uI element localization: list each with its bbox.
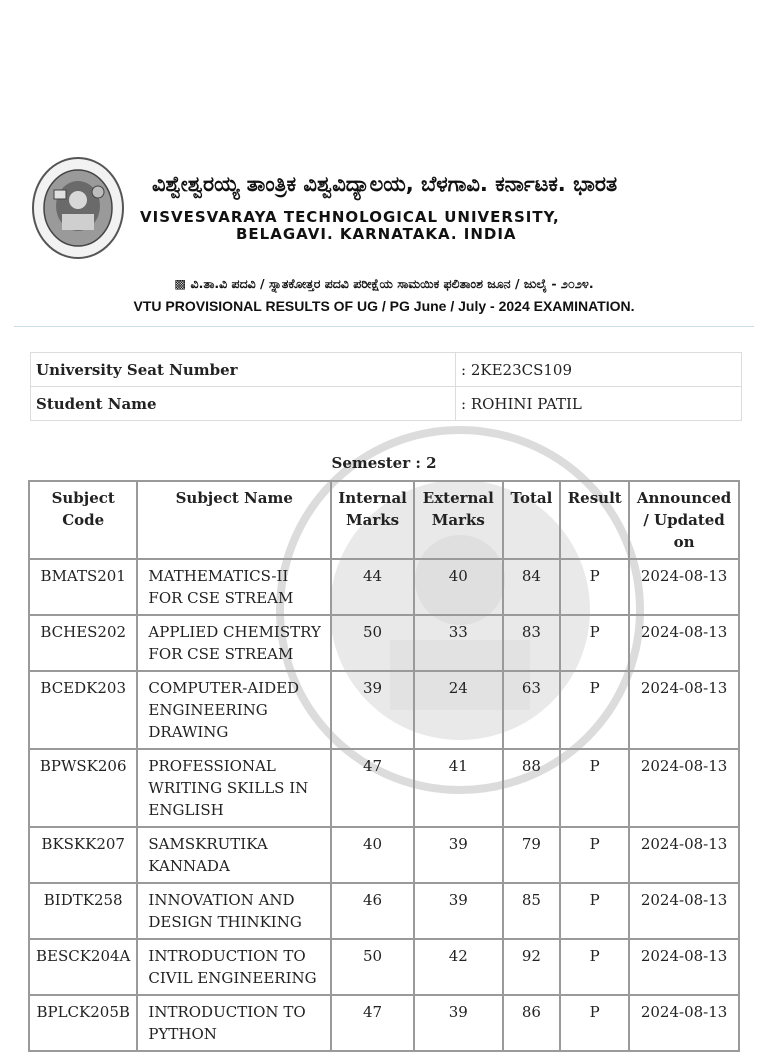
header-total: Total — [503, 481, 561, 559]
subject-code: BIDTK258 — [29, 883, 137, 939]
announced-date: 2024-08-13 — [629, 559, 739, 615]
results-subtitle-kannada-text: ವಿ.ತಾ.ವಿ ಪದವಿ / ಸ್ನಾತಕೋತ್ತರ ಪದವಿ ಪರೀಕ್ಷೆಯ ಸಾಮಯಿಕ ಫಲಿತಾಂಶ ಜೂನ / ಜುಲೈ - ೨೦೨೪. — [190, 276, 594, 291]
external-marks: 39 — [414, 995, 503, 1051]
header-result: Result — [560, 481, 629, 559]
announced-date: 2024-08-13 — [629, 749, 739, 827]
total-marks: 85 — [503, 883, 561, 939]
result: P — [560, 615, 629, 671]
header-external-marks: External Marks — [414, 481, 503, 559]
results-subtitle-english: VTU PROVISIONAL RESULTS OF UG / PG June / July - 2024 EXAMINATION. — [133, 298, 635, 314]
subject-name: MATHEMATICS-II FOR CSE STREAM — [137, 559, 331, 615]
internal-marks: 40 — [331, 827, 414, 883]
internal-marks: 39 — [331, 671, 414, 749]
student-name-label: Student Name — [31, 387, 456, 421]
result: P — [560, 749, 629, 827]
internal-marks: 46 — [331, 883, 414, 939]
subject-name: COMPUTER-AIDED ENGINEERING DRAWING — [137, 671, 331, 749]
total-marks: 88 — [503, 749, 561, 827]
external-marks: 42 — [414, 939, 503, 995]
table-row — [29, 827, 739, 883]
student-name-value: : ROHINI PATIL — [456, 387, 742, 421]
results-header-row — [29, 481, 739, 559]
announced-date: 2024-08-13 — [629, 995, 739, 1051]
student-info-table — [30, 352, 742, 421]
subject-name: INNOVATION AND DESIGN THINKING — [137, 883, 331, 939]
header-subject-code: Subject Code — [29, 481, 137, 559]
internal-marks: 44 — [331, 559, 414, 615]
subject-name: APPLIED CHEMISTRY FOR CSE STREAM — [137, 615, 331, 671]
total-marks: 63 — [503, 671, 561, 749]
total-marks: 84 — [503, 559, 561, 615]
total-marks: 86 — [503, 995, 561, 1051]
results-table — [28, 480, 740, 1052]
university-title-english: VISVESVARAYA TECHNOLOGICAL UNIVERSITY, — [140, 208, 560, 226]
subject-code: BESCK204A — [29, 939, 137, 995]
computer-icon: ▩ — [174, 276, 187, 291]
result: P — [560, 559, 629, 615]
subject-code: BMATS201 — [29, 559, 137, 615]
subject-code: BPWSK206 — [29, 749, 137, 827]
table-row — [29, 995, 739, 1051]
announced-date: 2024-08-13 — [629, 615, 739, 671]
subject-name: SAMSKRUTIKA KANNADA — [137, 827, 331, 883]
internal-marks: 47 — [331, 749, 414, 827]
external-marks: 24 — [414, 671, 503, 749]
announced-date: 2024-08-13 — [629, 827, 739, 883]
results-subtitle-kannada — [0, 276, 768, 292]
announced-date: 2024-08-13 — [629, 883, 739, 939]
header-announced: Announced / Updated on — [629, 481, 739, 559]
table-row — [29, 749, 739, 827]
subject-name: INTRODUCTION TO CIVIL ENGINEERING — [137, 939, 331, 995]
internal-marks: 47 — [331, 995, 414, 1051]
total-marks: 92 — [503, 939, 561, 995]
table-row — [29, 671, 739, 749]
external-marks: 39 — [414, 827, 503, 883]
result: P — [560, 883, 629, 939]
table-row — [29, 939, 739, 995]
table-row — [29, 883, 739, 939]
header-subject-name: Subject Name — [137, 481, 331, 559]
table-row — [29, 615, 739, 671]
semester-heading: Semester : 2 — [331, 454, 437, 472]
external-marks: 41 — [414, 749, 503, 827]
subject-name: INTRODUCTION TO PYTHON — [137, 995, 331, 1051]
external-marks: 33 — [414, 615, 503, 671]
result: P — [560, 939, 629, 995]
university-location: BELAGAVI. KARNATAKA. INDIA — [236, 225, 517, 243]
header-divider — [14, 326, 754, 327]
internal-marks: 50 — [331, 615, 414, 671]
university-title-kannada: ವಿಶ್ವೇಶ್ವರಯ್ಯ ತಾಂತ್ರಿಕ ವಿಶ್ವವಿದ್ಯಾಲಯ, ಬೆಳಗಾವಿ. ಕರ್ನಾಟಕ. ಭಾರತ — [152, 172, 618, 196]
usn-label: University Seat Number — [31, 353, 456, 387]
subject-code: BCEDK203 — [29, 671, 137, 749]
total-marks: 83 — [503, 615, 561, 671]
university-logo — [30, 156, 126, 260]
announced-date: 2024-08-13 — [629, 939, 739, 995]
subject-name: PROFESSIONAL WRITING SKILLS IN ENGLISH — [137, 749, 331, 827]
subject-code: BKSKK207 — [29, 827, 137, 883]
subject-code: BCHES202 — [29, 615, 137, 671]
student-name-row — [31, 387, 742, 421]
announced-date: 2024-08-13 — [629, 671, 739, 749]
table-row — [29, 559, 739, 615]
result: P — [560, 827, 629, 883]
external-marks: 39 — [414, 883, 503, 939]
subject-code: BPLCK205B — [29, 995, 137, 1051]
result: P — [560, 995, 629, 1051]
total-marks: 79 — [503, 827, 561, 883]
internal-marks: 50 — [331, 939, 414, 995]
header-internal-marks: Internal Marks — [331, 481, 414, 559]
usn-row — [31, 353, 742, 387]
usn-value: : 2KE23CS109 — [456, 353, 742, 387]
external-marks: 40 — [414, 559, 503, 615]
page-header — [0, 150, 768, 320]
result: P — [560, 671, 629, 749]
